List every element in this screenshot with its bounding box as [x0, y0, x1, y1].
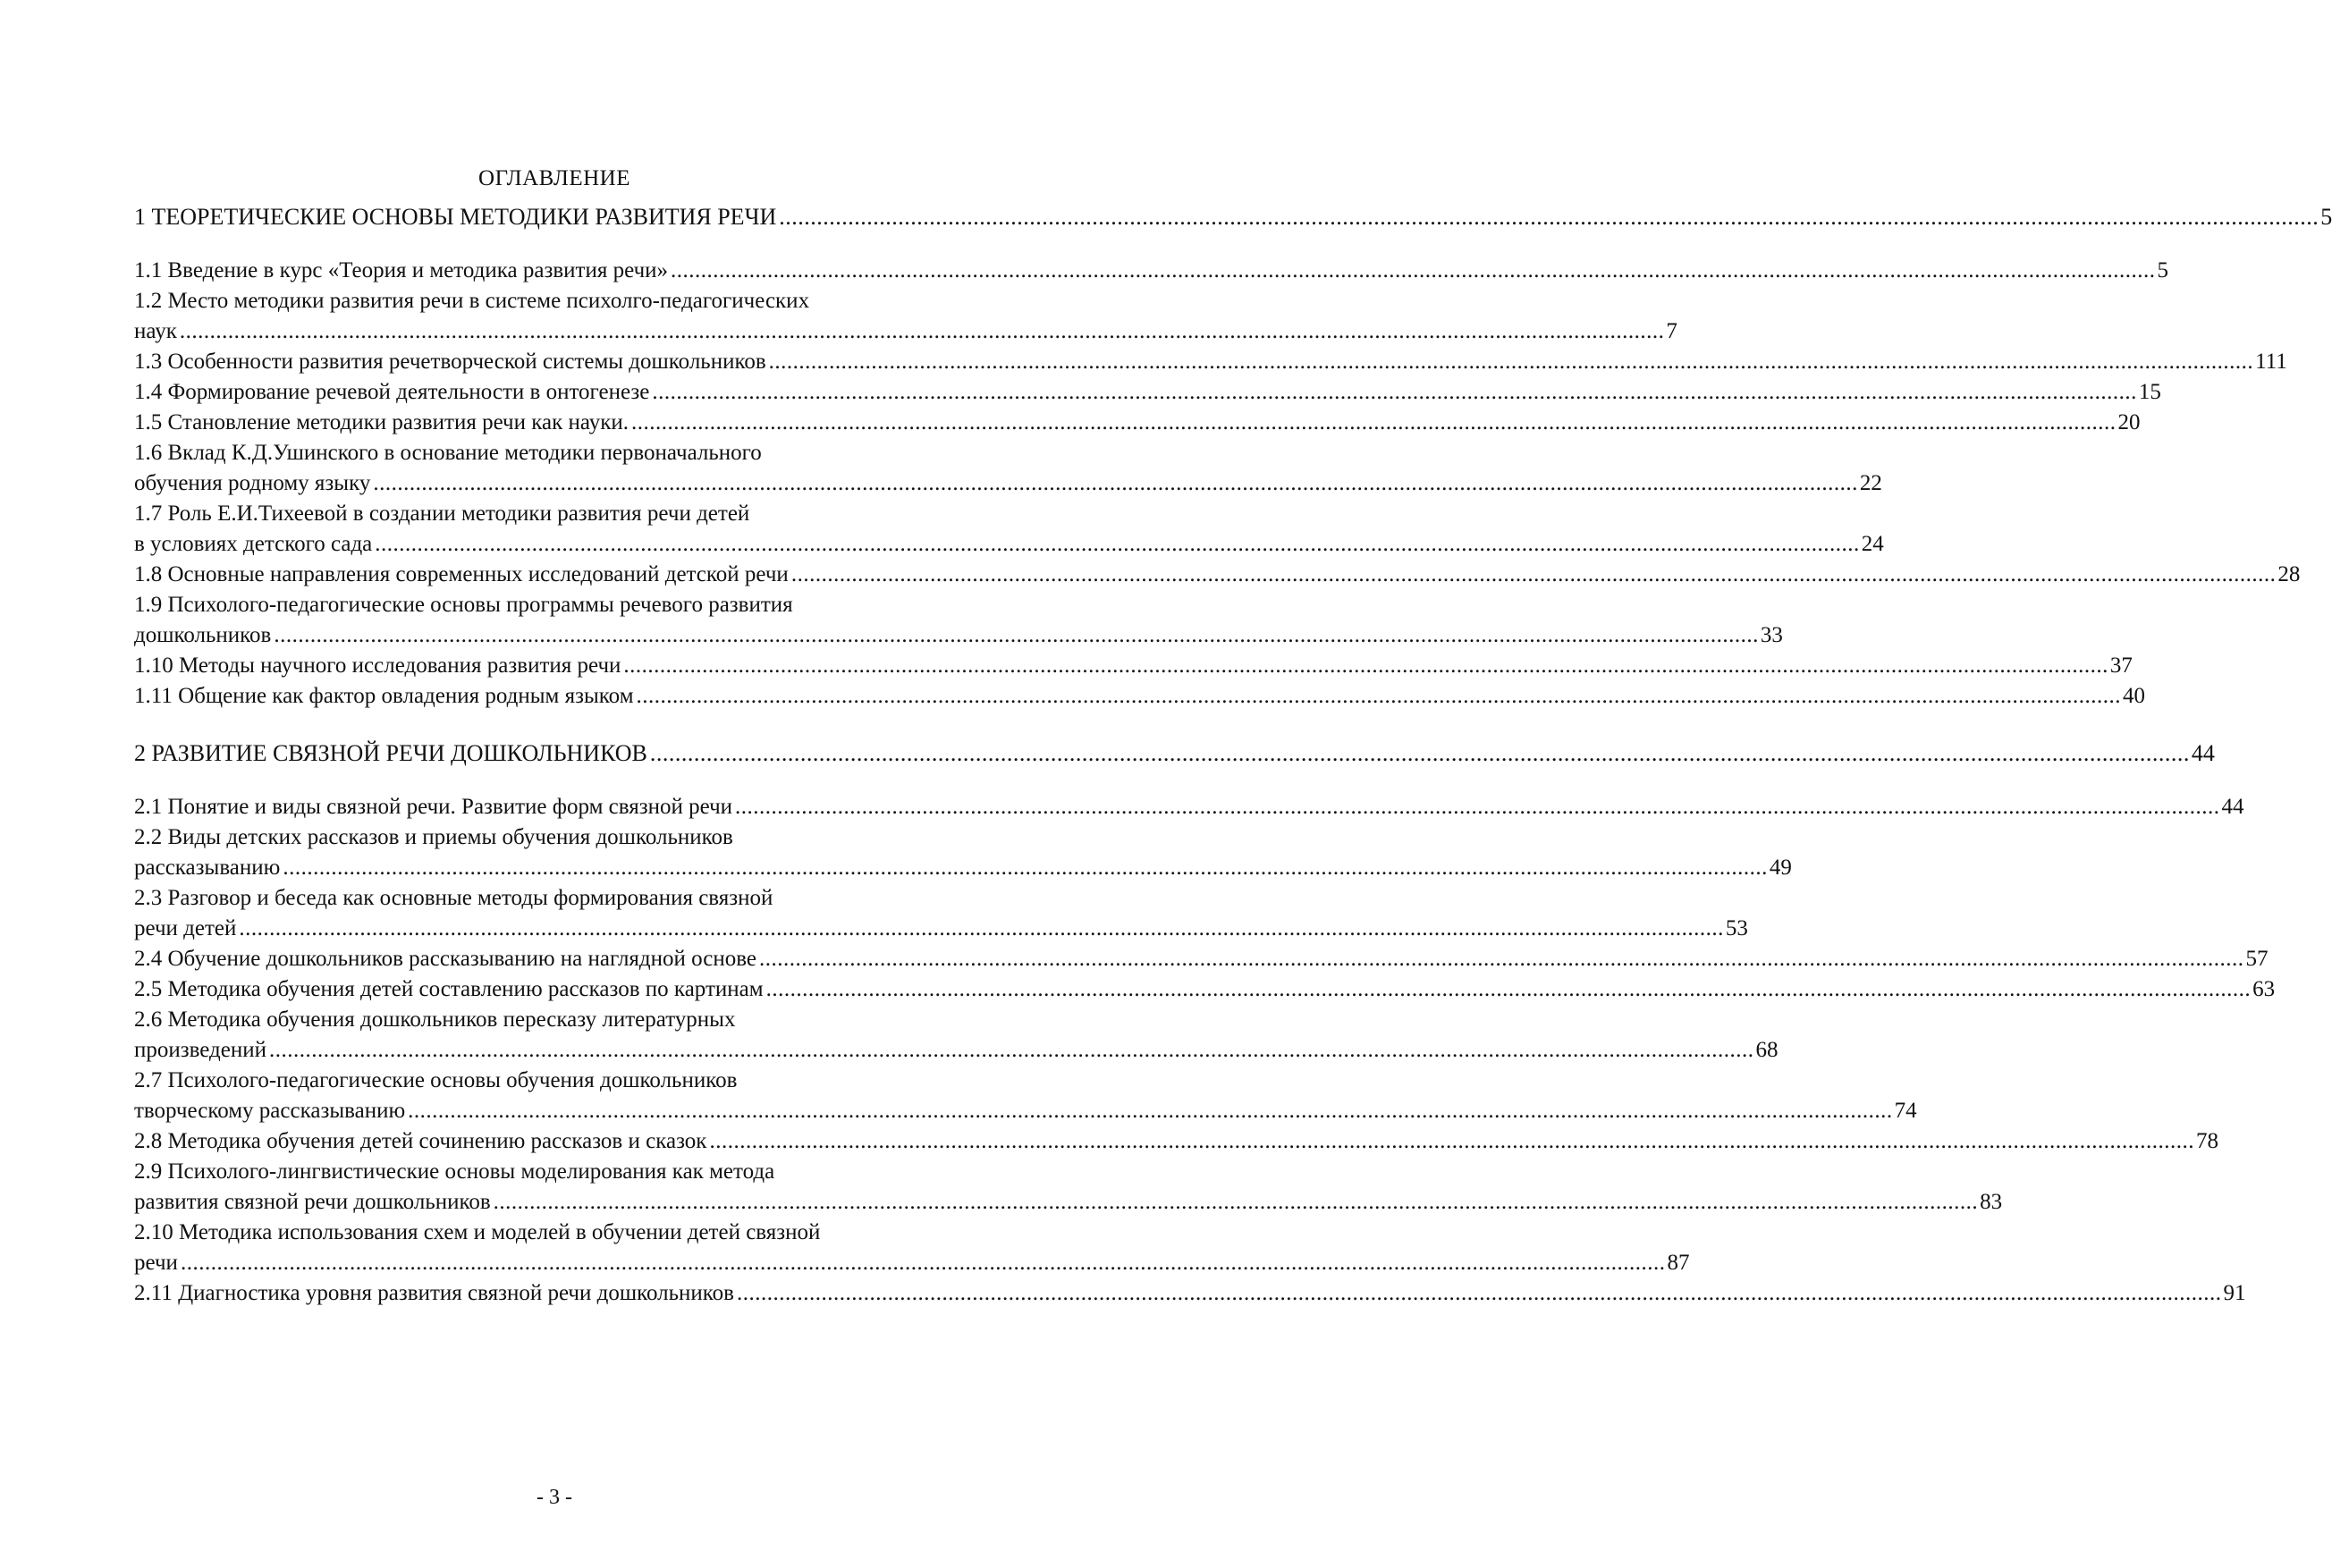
- entry-title-line: в условиях детского сада: [134, 532, 373, 556]
- entry-title-line: 1.7 Роль Е.И.Тихеевой в создании методики развития речи детей: [134, 502, 750, 526]
- entry-title-line: 2.5 Методика обучения детей составлению рассказов по картинам: [134, 977, 764, 1001]
- dot-leader: ......................................................................................................................................................................................................................................................: [180, 1251, 1666, 1275]
- toc-entry[interactable]: [134, 286, 1677, 347]
- entry-title-line: произведений: [134, 1038, 267, 1062]
- entry-page-number: 5: [2320, 204, 2332, 230]
- dot-leader: ......................................................................................................................................................................................................................................................: [636, 684, 2122, 708]
- entry-page-number: 74: [1894, 1099, 1917, 1123]
- entry-page-number: 53: [1725, 916, 1748, 940]
- entry-title-line: 2.1 Понятие и виды связной речи. Развитие форм связной речи: [134, 795, 733, 819]
- dot-leader: ......................................................................................................................................................................................................................................................: [759, 947, 2244, 971]
- entry-page-number: 7: [1666, 319, 1677, 343]
- entry-title-line: 2.11 Диагностика уровня развития связной речи дошкольников: [134, 1281, 734, 1305]
- entry-title-line: 1.9 Психолого-педагогические основы программы речевого развития: [134, 593, 793, 617]
- toc-entry[interactable]: [134, 822, 1792, 883]
- entry-page-number: 33: [1760, 623, 1783, 647]
- entry-title-line: 2.2 Виды детских рассказов и приемы обучения дошкольников: [134, 825, 733, 849]
- dot-leader: ......................................................................................................................................................................................................................................................: [790, 562, 2277, 586]
- toc-entry[interactable]: [134, 438, 1882, 499]
- toc-entry[interactable]: [134, 377, 2161, 408]
- dot-leader: ......................................................................................................................................................................................................................................................: [768, 350, 2254, 374]
- dot-leader: ......................................................................................................................................................................................................................................................: [408, 1099, 1893, 1123]
- toc-entry[interactable]: [134, 499, 1884, 560]
- chapter-heading[interactable]: [134, 738, 2215, 769]
- entry-title-line: наук: [134, 319, 177, 343]
- toc-entry[interactable]: [134, 590, 1783, 651]
- entry-title-line: 2 РАЗВИТИЕ СВЯЗНОЙ РЕЧИ ДОШКОЛЬНИКОВ: [134, 740, 647, 766]
- entry-page-number: 15: [2138, 380, 2161, 404]
- entry-page-number: 22: [1859, 471, 1882, 495]
- toc-entry[interactable]: [134, 1157, 2003, 1218]
- entry-title-line: 1.11 Общение как фактор овладения родным языком: [134, 684, 634, 708]
- page-number: - 3 -: [537, 1486, 572, 1509]
- entry-page-number: 111: [2255, 350, 2287, 374]
- entry-page-number: 87: [1667, 1251, 1690, 1275]
- dot-leader: ......................................................................................................................................................................................................................................................: [179, 319, 1665, 343]
- entry-page-number: 49: [1769, 856, 1792, 880]
- toc-entry[interactable]: [134, 792, 2244, 822]
- dot-leader: ......................................................................................................................................................................................................................................................: [671, 258, 2156, 282]
- entry-page-number: 83: [1980, 1190, 2003, 1214]
- entry-title-line: 2.4 Обучение дошкольников рассказыванию на наглядной основе: [134, 947, 756, 971]
- entry-title-line: 1.5 Становление методики развития речи как науки.: [134, 410, 629, 434]
- entry-page-number: 78: [2195, 1129, 2218, 1153]
- entry-page-number: 91: [2223, 1281, 2246, 1305]
- entry-title-line: 1.1 Введение в курс «Теория и методика развития речи»: [134, 258, 669, 282]
- dot-leader: ......................................................................................................................................................................................................................................................: [779, 204, 2319, 230]
- entry-title-line: 1.6 Вклад К.Д.Ушинского в основание методики первоначального: [134, 441, 762, 465]
- toc-entry[interactable]: [134, 256, 2169, 286]
- toc-entry[interactable]: [134, 1066, 1917, 1126]
- toc-entry[interactable]: [134, 560, 2301, 590]
- entry-page-number: 5: [2157, 258, 2169, 282]
- entry-page-number: 68: [1755, 1038, 1779, 1062]
- toc-entry[interactable]: [134, 883, 1748, 944]
- toc-entry[interactable]: [134, 651, 2133, 681]
- entry-title-line: 2.3 Разговор и беседа как основные методы формирования связной: [134, 886, 773, 910]
- toc-entry[interactable]: [134, 1278, 2246, 1309]
- entry-title-line: речи детей: [134, 916, 237, 940]
- entry-page-number: 44: [2221, 795, 2244, 819]
- dot-leader: ......................................................................................................................................................................................................................................................: [373, 471, 1858, 495]
- entry-title-line: 2.7 Психолого-педагогические основы обучения дошкольников: [134, 1068, 738, 1092]
- entry-title-line: 2.8 Методика обучения детей сочинению рассказов и сказок: [134, 1129, 707, 1153]
- dot-leader: ......................................................................................................................................................................................................................................................: [239, 916, 1724, 940]
- entry-page-number: 20: [2117, 410, 2141, 434]
- toc-entry[interactable]: [134, 681, 2146, 712]
- toc-entry[interactable]: [134, 408, 2141, 438]
- entry-page-number: 40: [2123, 684, 2146, 708]
- toc-entry[interactable]: [134, 347, 2287, 377]
- dot-leader: ......................................................................................................................................................................................................................................................: [274, 623, 1759, 647]
- entry-page-number: 57: [2245, 947, 2269, 971]
- entry-page-number: 37: [2109, 653, 2133, 678]
- dot-leader: ......................................................................................................................................................................................................................................................: [736, 1281, 2222, 1305]
- entry-title-line: 1.2 Место методики развития речи в системе психолго-педагогических: [134, 289, 810, 313]
- page-title: ОГЛАВЛЕНИЕ: [478, 166, 630, 190]
- entry-title-line: 1.4 Формирование речевой деятельности в онтогенезе: [134, 380, 650, 404]
- entry-title-line: 2.10 Методика использования схем и моделей в обучении детей связной: [134, 1220, 821, 1244]
- entry-title-line: рассказыванию: [134, 856, 281, 880]
- entry-title-line: 1 ТЕОРЕТИЧЕСКИЕ ОСНОВЫ МЕТОДИКИ РАЗВИТИЯ РЕЧИ: [134, 204, 777, 230]
- toc-entry[interactable]: [134, 944, 2269, 974]
- entry-title-line: творческому рассказыванию: [134, 1099, 406, 1123]
- entry-page-number: 24: [1861, 532, 1884, 556]
- entry-title-line: 1.3 Особенности развития речетворческой системы дошкольников: [134, 350, 766, 374]
- toc-entry[interactable]: [134, 1126, 2218, 1157]
- dot-leader: ......................................................................................................................................................................................................................................................: [652, 380, 2137, 404]
- toc-entry[interactable]: [134, 1005, 1779, 1066]
- entry-page-number: 44: [2191, 740, 2215, 766]
- dot-leader: ......................................................................................................................................................................................................................................................: [493, 1190, 1979, 1214]
- chapter-heading[interactable]: [134, 202, 2332, 232]
- dot-leader: ......................................................................................................................................................................................................................................................: [709, 1129, 2194, 1153]
- entry-title-line: 2.6 Методика обучения дошкольников пересказу литературных: [134, 1007, 736, 1032]
- dot-leader: ......................................................................................................................................................................................................................................................: [623, 653, 2108, 678]
- entry-title-line: 2.9 Психолого-лингвистические основы моделирования как метода: [134, 1159, 775, 1184]
- entry-title-line: дошкольников: [134, 623, 272, 647]
- dot-leader: ......................................................................................................................................................................................................................................................: [765, 977, 2252, 1001]
- entry-page-number: 28: [2277, 562, 2301, 586]
- entry-title-line: обучения родному языку: [134, 471, 371, 495]
- dot-leader: ......................................................................................................................................................................................................................................................: [375, 532, 1860, 556]
- entry-title-line: речи: [134, 1251, 178, 1275]
- toc-entry[interactable]: [134, 974, 2276, 1005]
- dot-leader: ......................................................................................................................................................................................................................................................: [269, 1038, 1754, 1062]
- dot-leader: ......................................................................................................................................................................................................................................................: [649, 740, 2190, 766]
- table-of-contents: [134, 202, 2332, 1309]
- entry-title-line: 1.8 Основные направления современных исследований детской речи: [134, 562, 789, 586]
- entry-title-line: 1.10 Методы научного исследования развития речи: [134, 653, 621, 678]
- dot-leader: ......................................................................................................................................................................................................................................................: [283, 856, 1768, 880]
- dot-leader: ......................................................................................................................................................................................................................................................: [735, 795, 2220, 819]
- dot-leader: ......................................................................................................................................................................................................................................................: [631, 410, 2117, 434]
- entry-page-number: 63: [2252, 977, 2276, 1001]
- toc-entry[interactable]: [134, 1218, 1690, 1278]
- entry-title-line: развития связной речи дошкольников: [134, 1190, 491, 1214]
